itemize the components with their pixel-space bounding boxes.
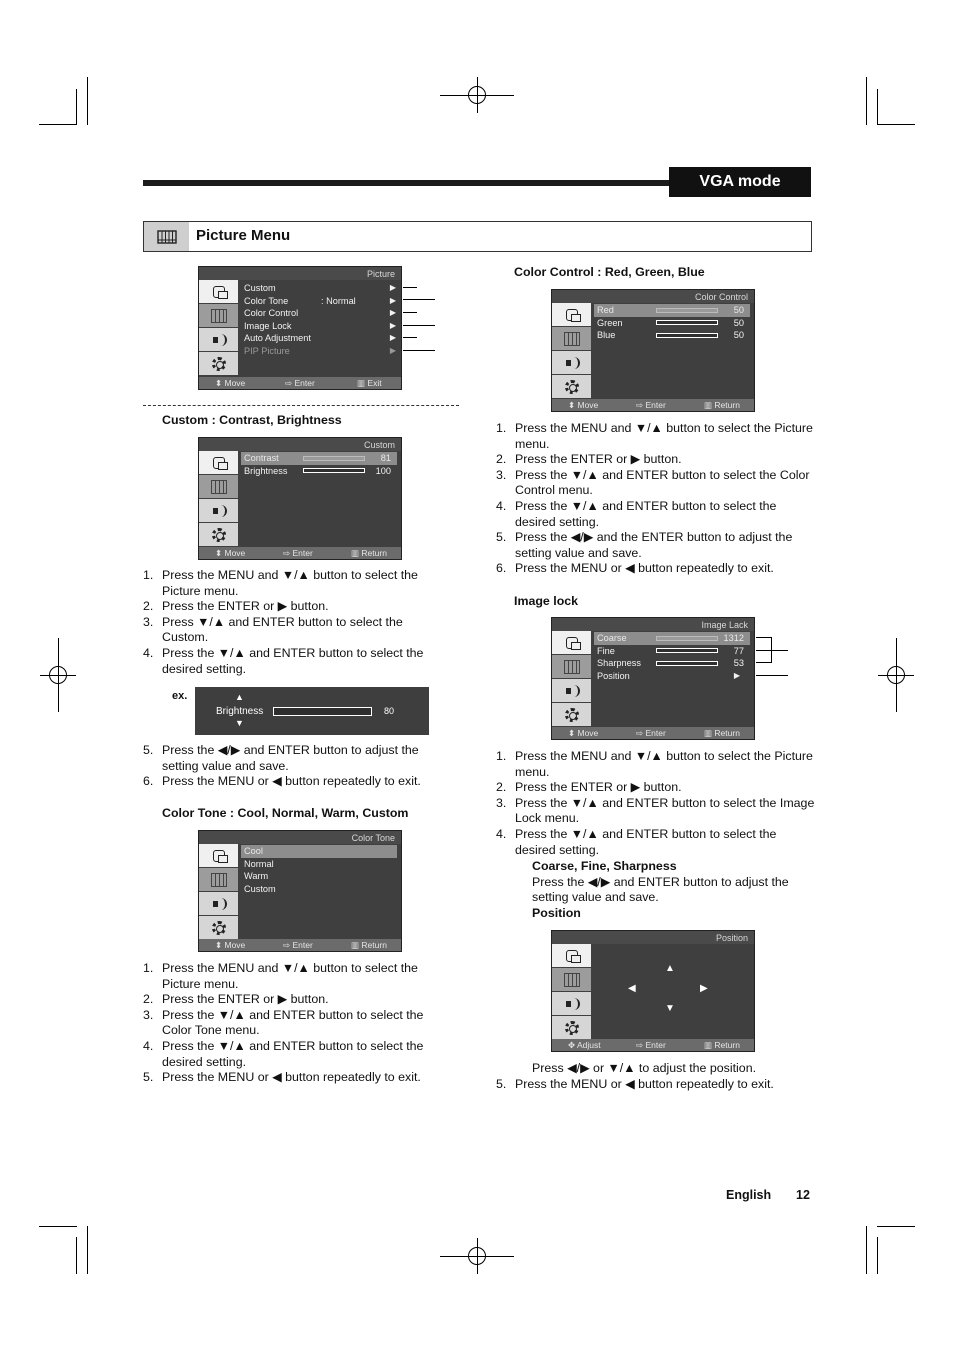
input-icon [199, 451, 238, 475]
color-tone-heading: Color Tone : Cool, Normal, Warm, Custom [162, 806, 409, 820]
callout-line [403, 312, 417, 313]
sound-icon [199, 892, 238, 916]
tone-option-warm[interactable]: Warm [244, 871, 269, 882]
callout-line [403, 325, 435, 326]
picture-icon [552, 327, 591, 351]
position-down-arrow-icon[interactable]: ▼ [665, 1003, 675, 1014]
setup-gear-icon [552, 703, 591, 727]
down-arrow-icon: ▼ [235, 718, 244, 728]
picture-icon [552, 655, 591, 679]
header-rule [143, 180, 670, 186]
setting-row-coarse[interactable]: Coarse 1312 [594, 632, 750, 645]
image-lock-menu-osd: Image Lack Coarse 1312 Fine 77 Sharpness 53 Position ▶ ⬍ Move ⇨ Enter ▥ Return [551, 617, 755, 740]
picture-icon [144, 222, 189, 251]
setting-row-brightness[interactable]: Brightness 100 [244, 465, 391, 476]
footer-language: English [726, 1188, 772, 1202]
position-right-arrow-icon[interactable]: ▶ [700, 983, 708, 994]
sound-icon [552, 992, 591, 1016]
image-lock-heading: Image lock [514, 594, 579, 608]
picture-menu-section-header [143, 221, 812, 252]
section-title: Picture Menu [196, 227, 291, 244]
callout-line [403, 299, 435, 300]
setting-row-green[interactable]: Green 50 [597, 317, 744, 328]
osd-sidebar [199, 280, 238, 376]
example-label: ex. [172, 690, 188, 702]
setup-gear-icon [199, 523, 238, 547]
vga-mode-label: VGA mode [669, 167, 811, 197]
custom-steps: 1. Press the MENU and ▼/▲ button to select the Picture menu. 2. Press the ENTER or ▶ button. 3. Press ▼/▲ and ENTER button to select the Custom. 4. Press the ▼/▲ and ENTER button to select the desired setting. [143, 568, 424, 676]
setting-row-fine[interactable]: Fine 77 [597, 645, 744, 656]
tone-option-cool[interactable]: Cool [241, 845, 397, 858]
position-note: Press ◀/▶ or ▼/▲ to adjust the position. [532, 1061, 757, 1075]
position-up-arrow-icon[interactable]: ▲ [665, 963, 675, 974]
example-value: 80 [384, 706, 395, 716]
image-lock-steps: 1. Press the MENU and ▼/▲ button to select the Picture menu. 2. Press the ENTER or ▶ button. 3. Press the ▼/▲ and ENTER button to select the Image Lock menu. 4. Press the ▼/▲ and ENTER button to select the desired setting. [496, 749, 815, 857]
custom-menu-osd: Custom Contrast 81 Brightness 100 ⬍ Move ⇨ Enter ▥ Return [198, 437, 402, 560]
tone-option-normal[interactable]: Normal [244, 858, 274, 869]
picture-icon [199, 475, 238, 499]
menu-item-image-lock[interactable]: Image Lock ▶ [244, 320, 396, 331]
position-left-arrow-icon[interactable]: ◀ [628, 983, 636, 994]
color-control-steps: 1. Press the MENU and ▼/▲ button to select the Picture menu. 2. Press the ENTER or ▶ button. 3. Press the ▼/▲ and ENTER button to select the Color Control menu. 4. Press the ▼/▲ and ENTER button to select the desired setting. 5. Press the ◀/▶ and the ENTER button to adjust the setting value and save. 6. Press the MENU or ◀ button repeatedly to exit. [496, 421, 813, 576]
up-arrow-icon: ▲ [235, 692, 244, 702]
osd-title: Position [715, 933, 748, 943]
position-menu-osd: Position ▲ ◀ ▶ ▼ ✥ Adjust ⇨ Enter ▥ Return [551, 930, 755, 1052]
custom-steps-continued: 5. Press the ◀/▶ and ENTER button to adjust the setting value and save. 6. Press the MENU or ◀ button repeatedly to exit. [143, 743, 421, 789]
color-control-heading: Color Control : Red, Green, Blue [514, 265, 705, 279]
osd-title: Custom [363, 440, 395, 450]
menu-item-color-control[interactable]: Color Control ▶ [244, 308, 396, 319]
sound-icon [199, 499, 238, 523]
brightness-example-slider [195, 687, 429, 735]
picture-icon [199, 868, 238, 892]
color-control-menu-osd: Color Control Red 50 Green 50 Blue 50 ⬍ Move ⇨ Enter ▥ Return [551, 289, 755, 412]
menu-item-color-tone[interactable]: Color Tone : Normal ▶ [244, 295, 396, 306]
setting-row-sharpness[interactable]: Sharpness 53 [597, 658, 744, 669]
osd-footer: ⬍ Move ⇨ Enter ▥ Exit [199, 377, 401, 389]
setting-row-red[interactable]: Red 50 [594, 304, 750, 317]
callout-line [403, 287, 417, 288]
setup-gear-icon [552, 375, 591, 399]
page-number: 12 [796, 1188, 810, 1202]
picture-icon [199, 304, 238, 328]
menu-item-auto-adjustment[interactable]: Auto Adjustment ▶ [244, 333, 396, 344]
input-icon [199, 280, 238, 304]
color-tone-menu-osd: Color Tone Cool Normal Warm Custom ⬍ Move ⇨ Enter ▥ Return [198, 830, 402, 952]
osd-title: Picture [366, 269, 395, 279]
example-item: Brightness [216, 706, 264, 717]
callout-line [403, 350, 435, 351]
setup-gear-icon [552, 1016, 591, 1040]
sound-icon [552, 679, 591, 703]
custom-heading: Custom : Contrast, Brightness [162, 413, 342, 427]
menu-item-pip-picture: PIP Picture ▶ [244, 345, 396, 356]
setting-row-position[interactable]: Position ▶ [597, 670, 740, 681]
input-icon [552, 631, 591, 655]
picture-menu-osd [198, 266, 402, 390]
tone-option-custom[interactable]: Custom [244, 883, 276, 894]
picture-icon [552, 968, 591, 992]
sound-icon [552, 351, 591, 375]
input-icon [552, 944, 591, 968]
setup-gear-icon [199, 352, 238, 376]
coarse-fine-sharpness-note: Coarse, Fine, Sharpness Press the ◀/▶ and ENTER button to adjust the setting value and save. Position [532, 859, 789, 920]
setting-row-blue[interactable]: Blue 50 [597, 330, 744, 341]
sound-icon [199, 328, 238, 352]
setup-gear-icon [199, 916, 238, 940]
input-icon [552, 303, 591, 327]
osd-title: Color Control [694, 292, 748, 302]
image-lock-step-5: 5. Press the MENU or ◀ button repeatedly to exit. [496, 1077, 774, 1091]
osd-title: Color Tone [351, 833, 395, 843]
setting-row-contrast[interactable]: Contrast 81 [241, 452, 397, 465]
osd-title: Image Lack [701, 620, 748, 630]
menu-item-custom[interactable]: Custom ▶ [244, 283, 396, 293]
callout-line [403, 337, 417, 338]
section-divider [143, 405, 459, 406]
input-icon [199, 844, 238, 868]
color-tone-steps: 1. Press the MENU and ▼/▲ button to select the Picture menu. 2. Press the ENTER or ▶ button. 3. Press the ▼/▲ and ENTER button to select the Color Tone menu. 4. Press the ▼/▲ and ENTER button to select the desired setting. 5. Press the MENU or ◀ button repeatedly to exit. [143, 961, 424, 1085]
